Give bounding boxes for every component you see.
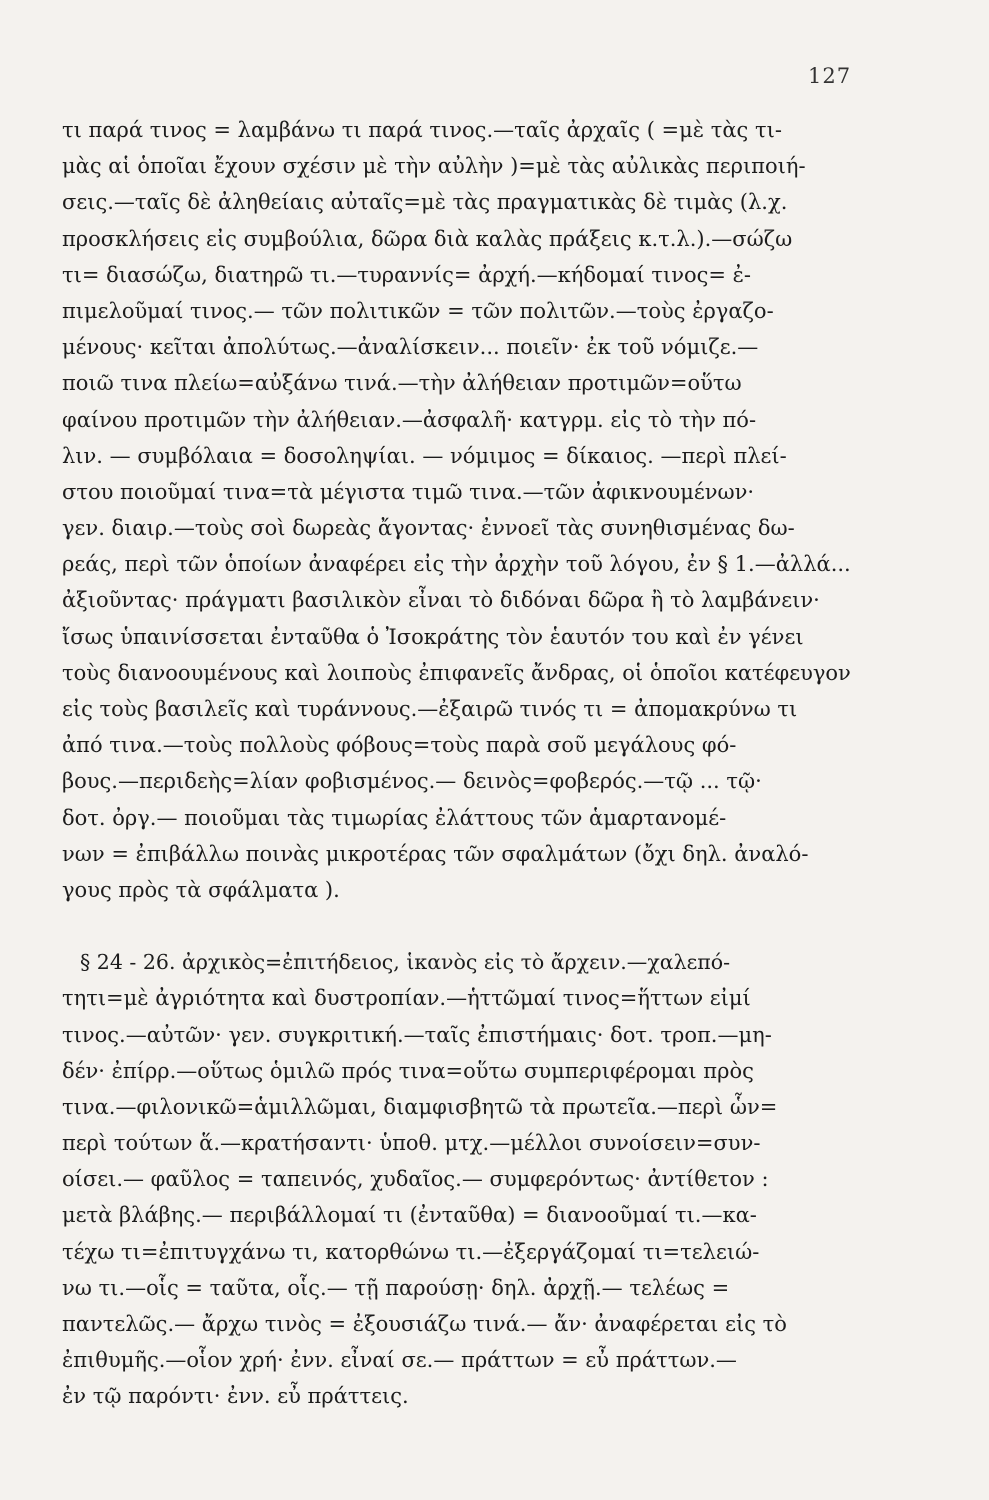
text-line: μὰς αἱ ὁποῖαι ἔχουν σχέσιν μὲ τὴν αὐλὴν )=μὲ τὰς αὐλικὰς περιποιή- [62, 154, 806, 179]
text-line: πιμελοῦμαί τινος.— τῶν πολιτικῶν = τῶν πολιτῶν.—τοὺς ἐργαζο- [62, 298, 774, 323]
text-line: ἀπό τινα.—τοὺς πολλοὺς φόβους=τοὺς παρὰ σοῦ μεγάλους φό- [62, 733, 737, 758]
text-line: περὶ τούτων ἅ.—κρατήσαντι· ὑποθ. μτχ.—μέλλοι συνοίσειν=συν- [62, 1131, 761, 1156]
text-line: στου ποιοῦμαί τινα=τὰ μέγιστα τιμῶ τινα.—τῶν ἀφικνουμένων· [62, 479, 755, 504]
text-line: ἐπιθυμῆς.—οἷον χρή· ἐνν. εἶναί σε.— πράττων = εὖ πράττων.— [62, 1348, 737, 1373]
text-line: § 24 - 26. ἀρχικὸς=ἐπιτήδειος, ἱκανὸς εἰς τὸ ἄρχειν.—χαλεπό- [80, 950, 731, 975]
text-line: τοὺς διανοουμένους καὶ λοιποὺς ἐπιφανεῖς ἄνδρας, οἱ ὁποῖοι κατέφευγον [62, 660, 851, 685]
text-line: ρεάς, περὶ τῶν ὁποίων ἀναφέρει εἰς τὴν ἀρχὴν τοῦ λόγου, ἐν § 1.—ἀλλά... [62, 552, 851, 577]
text-line: παντελῶς.— ἄρχω τινὸς = ἐξουσιάζω τινά.— ἄν· ἀναφέρεται εἰς τὸ [62, 1312, 787, 1336]
text-line: τέχω τι=ἐπιτυγχάνω τι, κατορθώνω τι.—ἐξεργάζομαί τι=τελειώ- [62, 1239, 760, 1264]
text-line: τι= διασώζω, διατηρῶ τι.—τυραννίς= ἀρχή.—κήδομαί τινος= ἐ- [62, 262, 752, 287]
text-line: ποιῶ τινα πλείω=αὐξάνω τινά.—τὴν ἀλήθειαν προτιμῶν=οὕτω [62, 371, 742, 396]
text-line: λιν. — συμβόλαια = δοσοληψίαι. — νόμιμος = δίκαιος. —περὶ πλεί- [62, 443, 787, 468]
text-line: γους πρὸς τὰ σφάλματα ). [62, 877, 340, 902]
text-line: τητι=μὲ ἀγριότητα καὶ δυστροπίαν.—ἡττῶμαί τινος=ἥττων εἰμί [62, 986, 751, 1011]
page-number: 127 [808, 64, 852, 88]
paragraph-gap [62, 908, 862, 944]
text-line: δέν· ἐπίρρ.—οὕτως ὁμιλῶ πρός τινα=οὕτω συμπεριφέρομαι πρὸς [62, 1058, 754, 1083]
text-line: ἴσως ὑπαινίσσεται ἐνταῦθα ὁ Ἰσοκράτης τὸν ἑαυτόν του καὶ ἐν γένει [62, 624, 804, 649]
text-line: ἐν τῷ παρόντι· ἐνν. εὖ πράττεις. [62, 1384, 409, 1409]
text-line: εἰς τοὺς βασιλεῖς καὶ τυράννους.—ἐξαιρῶ τινός τι = ἀπομακρύνω τι [62, 697, 798, 721]
text-line: οίσει.— φαῦλος = ταπεινός, χυδαῖος.— συμφερόντως· ἀντίθετον : [62, 1167, 769, 1192]
text-line: ἀξιοῦντας· πράγματι βασιλικὸν εἶναι τὸ διδόναι δῶρα ἢ τὸ λαμβάνειν· [62, 588, 820, 613]
text-line: φαίνου προτιμῶν τὴν ἀλήθειαν.—ἀσφαλῆ· κατγρμ. εἰς τὸ τὴν πό- [62, 407, 757, 432]
text-line: προσκλήσεις εἰς συμβούλια, δῶρα διὰ καλὰς πράξεις κ.τ.λ.).—σώζω [62, 226, 793, 251]
text-line: νω τι.—οἷς = ταῦτα, οἷς.— τῇ παρούσῃ· δηλ. ἀρχῇ.— τελέως = [62, 1275, 730, 1300]
text-line: νων = ἐπιβάλλω ποινὰς μικροτέρας τῶν σφαλμάτων (ὄχι δηλ. ἀναλό- [62, 841, 809, 866]
text-line: μετὰ βλάβης.— περιβάλλομαί τι (ἐνταῦθα) = διανοοῦμαί τι.—κα- [62, 1203, 757, 1228]
text-line: σεις.—ταῖς δὲ ἀληθείαις αὐταῖς=μὲ τὰς πραγματικὰς δὲ τιμὰς (λ.χ. [62, 190, 788, 215]
text-line: γεν. διαιρ.—τοὺς σοὶ δωρεὰς ἄγοντας· ἐννοεῖ τὰς συνηθισμένας δω- [62, 516, 795, 541]
text-line: βους.—περιδεὴς=λίαν φοβισμένος.— δεινὸς=φοβερός.—τῷ ... τῷ· [62, 769, 762, 794]
text-line: δοτ. ὀργ.— ποιοῦμαι τὰς τιμωρίας ἐλάττους τῶν ἁμαρτανομέ- [62, 805, 727, 830]
text-line: τινος.—αὐτῶν· γεν. συγκριτική.—ταῖς ἐπιστήμαις· δοτ. τροπ.—μη- [62, 1022, 772, 1047]
commentary-text [62, 112, 862, 1415]
text-line: τινα.—φιλονικῶ=ἁμιλλῶμαι, διαμφισβητῶ τὰ πρωτεῖα.—περὶ ὧν= [62, 1094, 778, 1119]
text-line: μένους· κεῖται ἀπολύτως.—ἀναλίσκειν... ποιεῖν· ἐκ τοῦ νόμιζε.— [62, 335, 759, 360]
text-line: τι παρά τινος = λαμβάνω τι παρά τινος.—ταῖς ἀρχαῖς ( =μὲ τὰς τι- [62, 118, 782, 142]
